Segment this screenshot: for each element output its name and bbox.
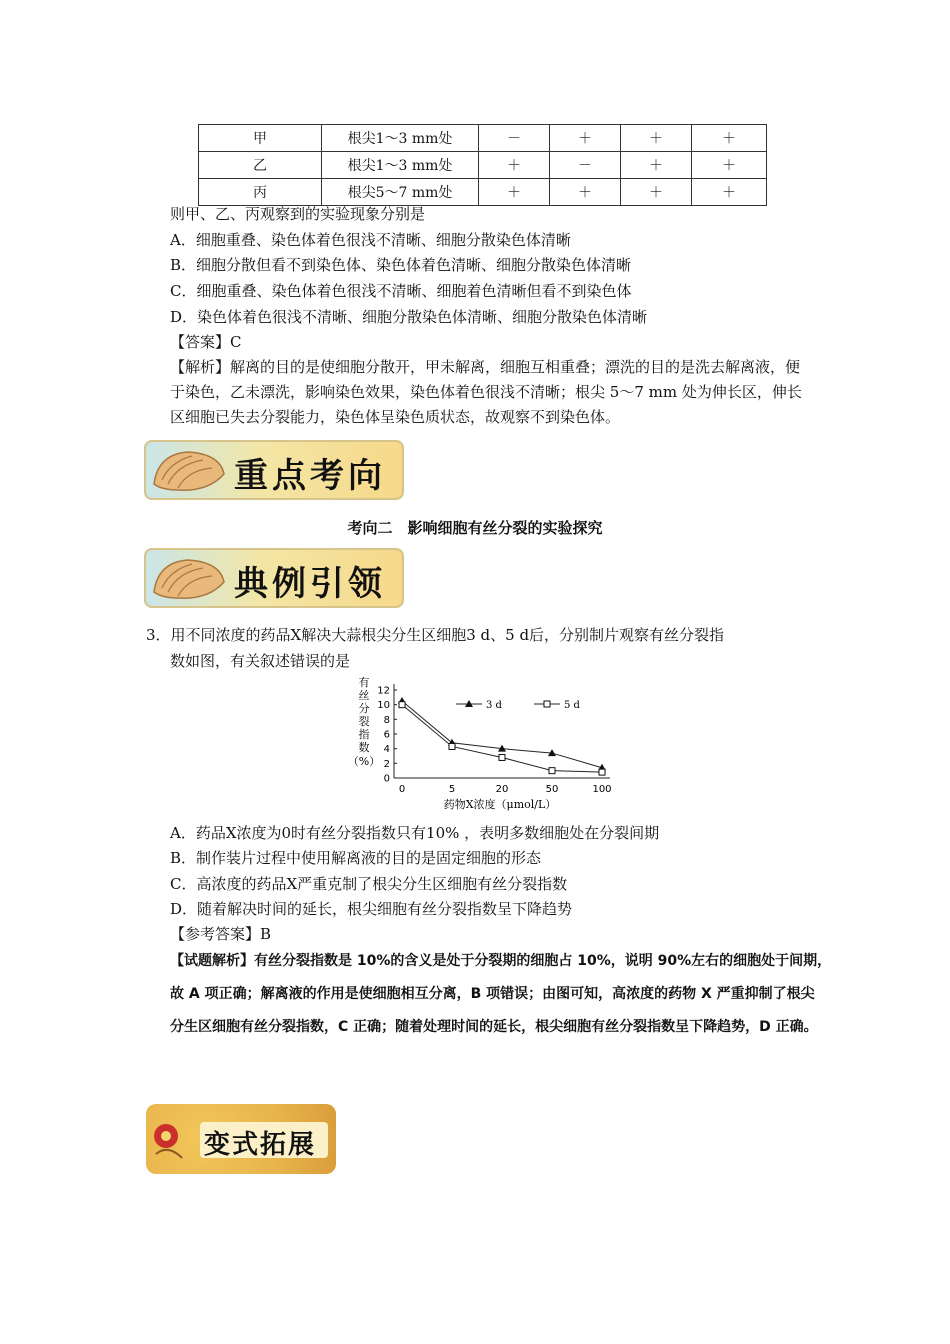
x-tick-label: 20: [495, 784, 509, 795]
mark-cell: ＋: [692, 152, 767, 179]
banner-example: [144, 548, 404, 608]
mark-cell: ＋: [550, 125, 621, 152]
y-tick-label: 0: [383, 773, 390, 785]
data-point-5d: [499, 754, 505, 760]
banner-key-topic: [144, 440, 404, 500]
banner-title: 重点考向: [234, 456, 386, 496]
q3-option-b: B．制作装片过程中使用解离液的目的是固定细胞的形态: [170, 849, 542, 867]
y-tick-label: 8: [383, 714, 390, 726]
mark-cell: ＋: [550, 179, 621, 206]
x-axis-label: 药物X浓度（μmol/L）: [443, 798, 557, 811]
option-d: D．染色体着色很浅不清晰、细胞分散染色体清晰、细胞分散染色体清晰: [170, 308, 648, 326]
table-row: [199, 179, 767, 206]
q3-analysis-line: 故 A 项正确；解离液的作用是使细胞相互分离，B 项错误；由图可知，高浓度的药物 X 严重抑制了根尖: [170, 986, 815, 1002]
legend-label-3d: 3 d: [486, 700, 502, 711]
question-stem: 则甲、乙、丙观察到的实验现象分别是: [170, 205, 426, 223]
series-line-5d: [402, 705, 602, 772]
legend-marker-5d: [544, 701, 550, 707]
x-tick-label: 5: [448, 784, 456, 795]
group-name-cell: 甲: [199, 125, 322, 152]
experiment-table: [198, 124, 767, 206]
q3-option-d: D．随着解决时间的延长，根尖细胞有丝分裂指数呈下降趋势: [170, 900, 573, 918]
option-a: A．细胞重叠、染色体着色很浅不清晰、细胞分散染色体清晰: [170, 231, 571, 249]
table-row: [199, 152, 767, 179]
conch-shell-icon: [148, 552, 228, 604]
mitotic-index-chart: [340, 676, 620, 814]
q3-stem-line1: 3．用不同浓度的药品X解决大蒜根尖分生区细胞3 d、5 d后，分别制片观察有丝分裂指: [146, 626, 725, 644]
data-point-5d: [599, 769, 605, 775]
analysis: 【解析】解离的目的是使细胞分散开，甲未解离，细胞互相重叠；漂洗的目的是洗去解离液，便于染色，乙未漂洗，影响染色效果，染色体着色很浅不清晰；根尖 5～7 mm 处为伸长区，伸长区细胞已失去分裂能力，染色体呈染色质状态，故观察不到染色体。: [170, 358, 802, 426]
y-tick-label: 12: [377, 685, 390, 697]
q3-analysis-line: 分生区细胞有丝分裂指数，C 正确；随着处理时间的延长，根尖细胞有丝分裂指数呈下降趋势，D 正确。: [170, 1019, 818, 1035]
q3-answer: 【参考答案】B: [170, 925, 272, 943]
mark-cell: ＋: [621, 125, 692, 152]
mark-cell: ＋: [692, 125, 767, 152]
option-c: C．细胞重叠、染色体着色很浅不清晰、细胞着色清晰但看不到染色体: [170, 282, 632, 300]
x-tick-label: 100: [592, 784, 612, 795]
y-axis-label: 有丝分裂指数（%）: [347, 676, 381, 768]
mark-cell: ＋: [621, 179, 692, 206]
location-cell: 根尖1～3 mm处: [322, 152, 479, 179]
group-name-cell: 丙: [199, 179, 322, 206]
y-tick-label: 2: [383, 758, 390, 770]
banner-title: 变式拓展: [204, 1130, 317, 1160]
q3-analysis-line: 【试题解析】有丝分裂指数是 10%的含义是处于分裂期的细胞占 10%，说明 90%左右的细胞处于间期，: [170, 953, 832, 969]
data-point-5d: [449, 743, 455, 749]
legend-label-5d: 5 d: [564, 700, 580, 711]
mark-cell: ＋: [692, 179, 767, 206]
x-tick-label: 0: [398, 784, 406, 795]
data-point-5d: [549, 768, 555, 774]
table-row: [199, 125, 767, 152]
flower-ornament-icon: [148, 1114, 188, 1164]
y-tick-label: 4: [383, 744, 390, 756]
mark-cell: ＋: [621, 152, 692, 179]
mark-cell: ＋: [479, 179, 550, 206]
q3-option-a: A．药品X浓度为0时有丝分裂指数只有10% ，表明多数细胞处在分裂间期: [170, 824, 660, 842]
x-tick-label: 50: [545, 784, 559, 795]
mark-cell: －: [479, 125, 550, 152]
y-tick-label: 10: [377, 700, 390, 712]
section-title: 考向二 影响细胞有丝分裂的实验探究: [347, 519, 603, 537]
location-cell: 根尖1～3 mm处: [322, 125, 479, 152]
mark-cell: －: [550, 152, 621, 179]
q3-stem-line2: 数如图，有关叙述错误的是: [170, 652, 351, 670]
answer: 【答案】C: [170, 333, 242, 351]
conch-shell-icon: [148, 444, 228, 496]
banner-title: 典例引领: [234, 564, 386, 604]
option-b: B．细胞分散但看不到染色体、染色体着色清晰、细胞分散染色体清晰: [170, 256, 632, 274]
y-tick-label: 6: [383, 729, 390, 741]
banner-variation: [146, 1104, 336, 1174]
group-name-cell: 乙: [199, 152, 322, 179]
q3-option-c: C．高浓度的药品X严重克制了根尖分生区细胞有丝分裂指数: [170, 875, 568, 893]
mark-cell: ＋: [479, 152, 550, 179]
location-cell: 根尖5～7 mm处: [322, 179, 479, 206]
q3-analysis: [170, 945, 940, 1044]
data-point-5d: [399, 702, 405, 708]
